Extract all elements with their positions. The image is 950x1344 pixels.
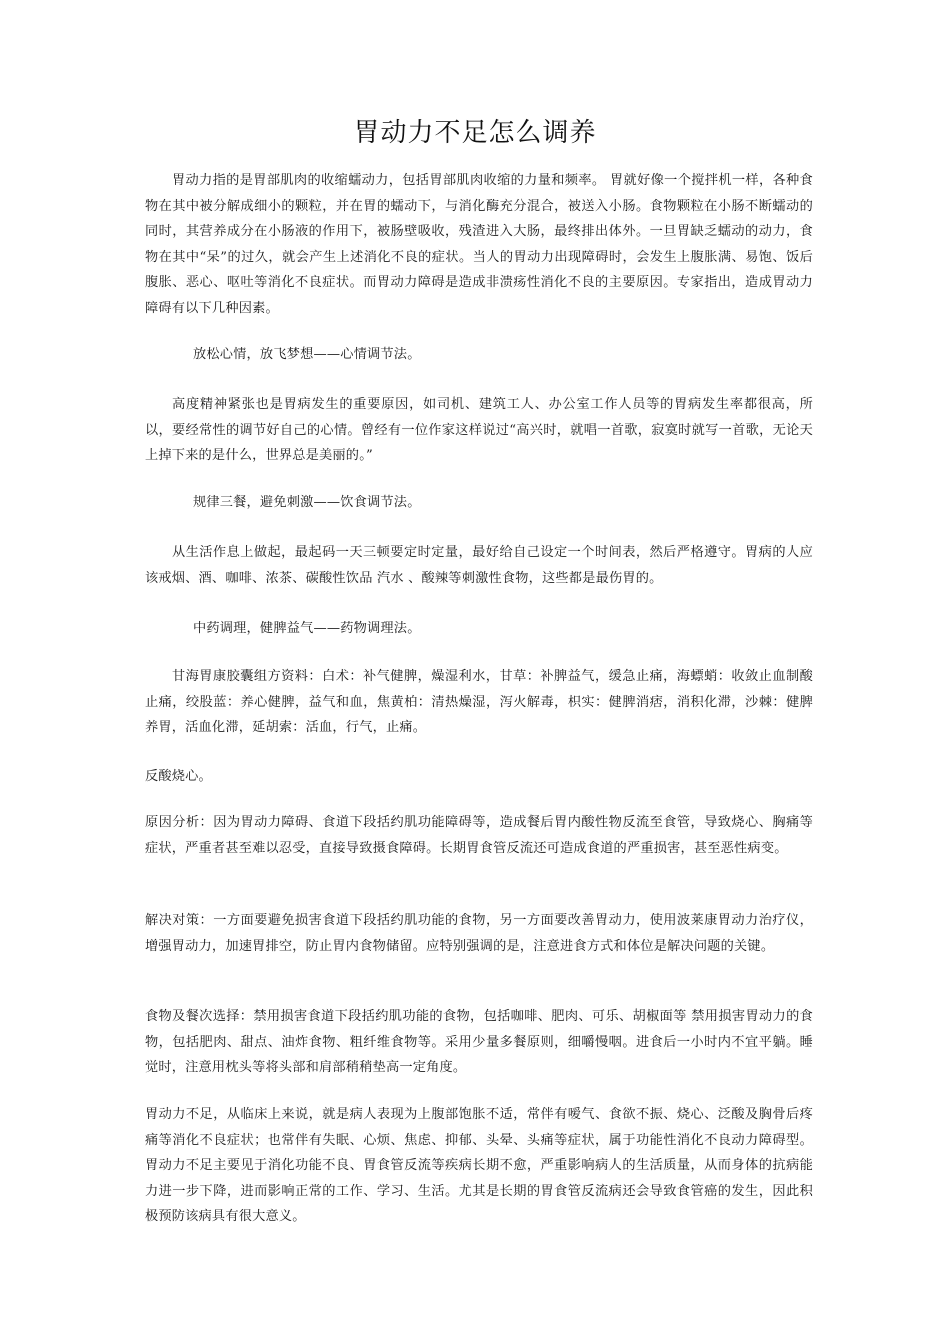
- summary-paragraph: 胃动力不足，从临床上来说，就是病人表现为上腹部饱胀不适，常伴有嗳气、食欲不振、烧心、泛酸及胸骨后疼痛等消化不良症状；也常伴有失眠、心烦、焦虑、抑郁、头晕、头痛等症状，属于功能性消化不良动力障碍型。胃动力不足主要见于消化功能不良、胃食管反流等疾病长期不愈，严重影响病人的生活质量，从而身体的抗病能力进一步下降，进而影响正常的工作、学习、生活。尤其是长期的胃食管反流病还会导致食管癌的发生，因此积极预防该病具有很大意义。: [145, 1107, 813, 1225]
- solution-paragraph: 解决对策：一方面要避免损害食道下段括约肌功能的食物，另一方面要改善胃动力，使用波莱康胃动力治疗仪，增强胃动力，加速胃排空，防止胃内食物储留。应特别强调的是，注意进食方式和体位是解决问题的关键。: [145, 913, 813, 954]
- cause-analysis-paragraph: 原因分析：因为胃动力障碍、食道下段括约肌功能障碍等，造成餐后胃内酸性物反流至食管，导致烧心、胸痛等症状，严重者甚至难以忍受，直接导致摄食障碍。长期胃食管反流还可造成食道的严重损害，甚至恶性病变。: [145, 815, 813, 856]
- subheading-medicine: 中药调理，健脾益气——药物调理法。: [193, 621, 421, 636]
- subheading-diet: 规律三餐，避免刺激——饮食调节法。: [193, 495, 421, 510]
- diet-paragraph: 从生活作息上做起，最起码一天三顿要定时定量，最好给自己设定一个时间表，然后严格遵守。胃病的人应该戒烟、酒、咖啡、浓茶、碳酸性饮品 汽水 、酸辣等刺激性食物，这些都是最伤胃的。: [145, 545, 813, 586]
- page-title: 胃动力不足怎么调养: [353, 118, 597, 148]
- food-choice-paragraph: 食物及餐次选择：禁用损害食道下段括约肌功能的食物，包括咖啡、肥肉、可乐、胡椒面等 禁用损害胃动力的食物，包括肥肉、甜点、油炸食物、粗纤维食物等。采用少量多餐原则，细嚼慢咽。进食后一小时内不宜平躺。睡觉时，注意用枕头等将头部和肩部稍稍垫高一定角度。: [145, 1009, 813, 1076]
- subheading-mood: 放松心情，放飞梦想——心情调节法。: [193, 347, 421, 362]
- heading-acid-reflux: 反酸烧心。: [145, 769, 212, 784]
- mood-paragraph: 高度精神紧张也是胃病发生的重要原因，如司机、建筑工人、办公室工作人员等的胃病发生率都很高，所以，要经常性的调节好自己的心情。曾经有一位作家这样说过“高兴时，就唱一首歌，寂寞时就写一首歌，无论天上掉下来的是什么，世界总是美丽的。”: [145, 397, 813, 464]
- intro-paragraph: 胃动力指的是胃部肌肉的收缩蠕动力，包括胃部肌肉收缩的力量和频率。 胃就好像一个搅拌机一样，各种食物在其中被分解成细小的颗粒，并在胃的蠕动下，与消化酶充分混合，被送入小肠。食物颗粒在小肠不断蠕动的同时，其营养成分在小肠液的作用下，被肠壁吸收，残渣进入大肠，最终排出体外。一旦胃缺乏蠕动的动力，食物在其中“呆”的过久，就会产生上述消化不良的症状。当人的胃动力出现障碍时，会发生上腹胀满、易饱、饭后腹胀、恶心、呕吐等消化不良症状。而胃动力障碍是造成非溃疡性消化不良的主要原因。专家指出，造成胃动力障碍有以下几种因素。: [145, 173, 813, 316]
- medicine-paragraph: 甘海胃康胶囊组方资料：白术：补气健脾，燥湿利水，甘草：补脾益气，缓急止痛，海螵蛸：收敛止血制酸止痛，绞股蓝：养心健脾，益气和血，焦黄柏：清热燥湿，泻火解毒，枳实：健脾消痞，消积化滞，沙棘：健脾养胃，活血化滞，延胡索：活血，行气，止痛。: [145, 669, 813, 736]
